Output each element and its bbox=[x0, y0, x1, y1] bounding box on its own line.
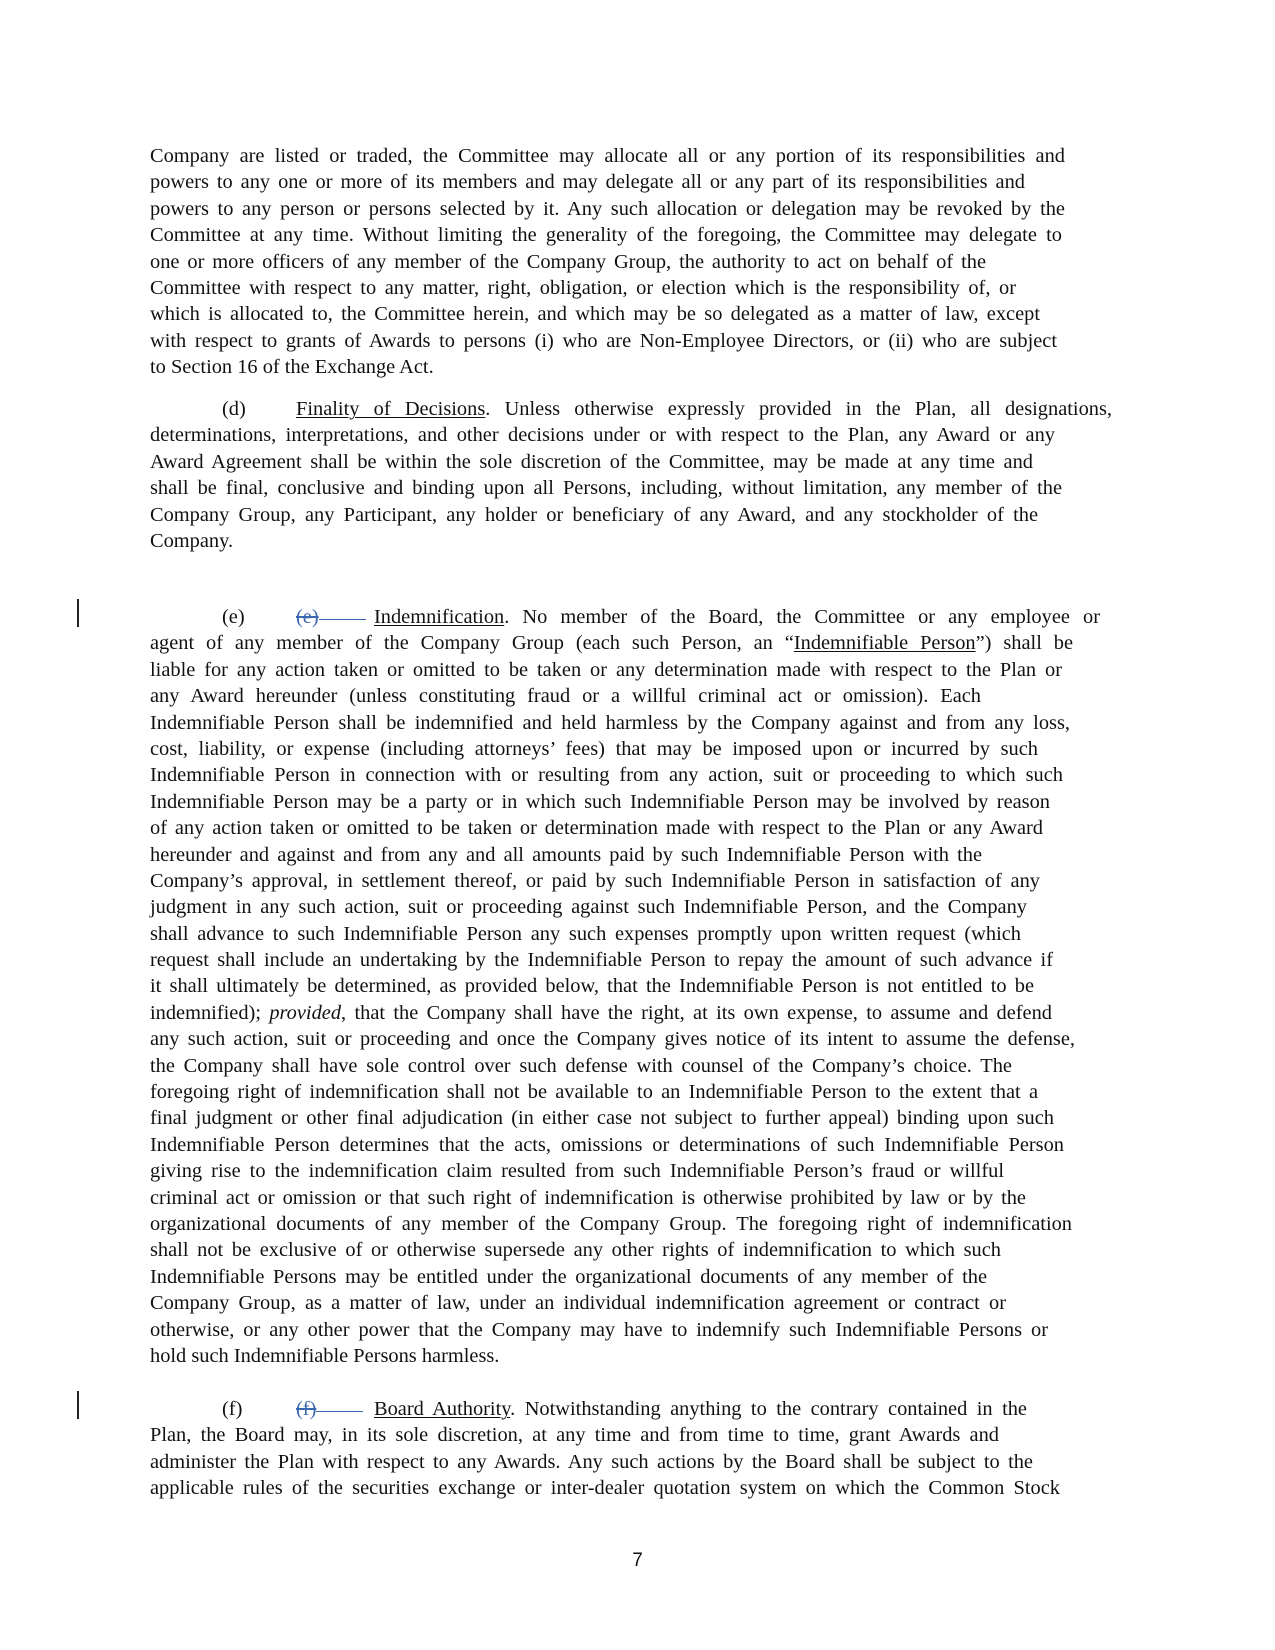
paragraph-e-provided-before: indemnified); bbox=[150, 1001, 270, 1024]
paragraph-d-first-line-rest: . Unless otherwise expressly provided in the Plan, all designations, bbox=[485, 398, 1113, 420]
paragraph-d-line: Company. bbox=[150, 529, 234, 552]
paragraph-e-line: any such action, suit or proceeding and once the Company gives notice of its intent to assume the defense, bbox=[150, 1028, 1075, 1051]
paragraph-e-line: hold such Indemnifiable Persons harmless. bbox=[150, 1344, 500, 1367]
paragraph-d-line: shall be final, conclusive and binding upon all Persons, including, without limitation, any member of the bbox=[150, 477, 1062, 500]
provided-italic: provided bbox=[269, 1001, 342, 1024]
paragraph-e-line: judgment in any such action, suit or proceeding against such Indemnifiable Person, and the Company bbox=[150, 896, 1027, 919]
paragraph-e-line: request shall include an undertaking by the Indemnifiable Person to repay the amount of such advance if bbox=[150, 949, 1053, 972]
paragraph-d-heading: Finality of Decisions bbox=[296, 398, 486, 420]
paragraph-e-line: Indemnifiable Person in connection with or resulting from any action, suit or proceeding to which such bbox=[150, 764, 1063, 787]
paragraph-c-line: powers to any one or more of its members and may delegate all or any part of its responsibilities and bbox=[150, 171, 1025, 194]
deleted-marker-f: (f) bbox=[296, 1398, 317, 1420]
paragraph-e-line bbox=[150, 1000, 1052, 1026]
paragraph-e-line: Indemnifiable Person determines that the acts, omissions or determinations of such Indemnifiable Person bbox=[150, 1133, 1064, 1156]
paragraph-c bbox=[150, 143, 1065, 381]
paragraph-c-line: Company are listed or traded, the Committee may allocate all or any portion of its responsibilities and bbox=[150, 145, 1065, 167]
revision-bar bbox=[77, 1391, 79, 1419]
paragraph-e-line: Indemnifiable Person may be a party or in which such Indemnifiable Person may be involved by reason bbox=[150, 790, 1050, 813]
paragraph-e-provided-after: , that the Company shall have the right, at its own expense, to assume and defend bbox=[341, 1001, 1052, 1024]
paragraph-e-line: liable for any action taken or omitted to be taken or any determination made with respect to the Plan or bbox=[150, 658, 1062, 681]
paragraph-d-label: (d) bbox=[222, 398, 246, 420]
paragraph-e-line2-after: ”) shall be bbox=[975, 632, 1073, 655]
paragraph-f-label: (f) bbox=[222, 1398, 243, 1420]
deleted-marker-e: (e) bbox=[296, 606, 319, 628]
paragraph-f-line: Plan, the Board may, in its sole discretion, at any time and from time to time, grant Awards and bbox=[150, 1424, 999, 1447]
paragraph-e-line: foregoing right of indemnification shall not be available to an Indemnifiable Person to the extent that a bbox=[150, 1081, 1038, 1104]
paragraph-e-label: (e) bbox=[222, 606, 245, 628]
paragraph-e-first-line bbox=[150, 604, 1100, 630]
paragraph-f-line: applicable rules of the securities exchange or inter-dealer quotation system on which the Common Stock bbox=[150, 1477, 1060, 1500]
paragraph-f-first-line-rest: . Notwithstanding anything to the contrary contained in the bbox=[510, 1398, 1027, 1420]
paragraph-c-line: with respect to grants of Awards to persons (i) who are Non-Employee Directors, or (ii) who are subject bbox=[150, 329, 1057, 352]
paragraph-f-line: administer the Plan with respect to any Awards. Any such actions by the Board shall be subject to the bbox=[150, 1450, 1033, 1473]
paragraph-e-line2-before: agent of any member of the Company Group (each such Person, an “ bbox=[150, 632, 794, 655]
indemnifiable-person-term: Indemnifiable Person bbox=[793, 632, 976, 655]
paragraph-e-line: Indemnifiable Persons may be entitled under the organizational documents of any member of the bbox=[150, 1265, 987, 1288]
paragraph-e-first-line-rest: . No member of the Board, the Committee or any employee or bbox=[504, 606, 1100, 628]
paragraph-e-line: Company’s approval, in settlement thereof, or paid by such Indemnifiable Person in satisfaction of any bbox=[150, 869, 1040, 892]
paragraph-f bbox=[150, 1396, 1060, 1502]
page-number: 7 bbox=[632, 1550, 643, 1571]
paragraph-e-line: it shall ultimately be determined, as provided below, that the Indemnifiable Person is not entitled to be bbox=[150, 975, 1034, 998]
paragraph-e-line: giving rise to the indemnification claim resulted from such Indemnifiable Person’s fraud or willful bbox=[150, 1160, 1004, 1183]
paragraph-e-heading: Indemnification bbox=[374, 606, 505, 628]
paragraph-e-line bbox=[150, 630, 1073, 656]
paragraph-c-line: powers to any person or persons selected by it. Any such allocation or delegation may be revoked by the bbox=[150, 197, 1065, 220]
paragraph-d-first-line bbox=[150, 396, 1112, 422]
paragraph-f-first-line bbox=[150, 1396, 1027, 1422]
paragraph-e-line: organizational documents of any member of the Company Group. The foregoing right of indemnification bbox=[150, 1212, 1072, 1235]
deleted-tab-rule bbox=[316, 1411, 363, 1412]
paragraph-e-line: hereunder and against and from any and all amounts paid by such Indemnifiable Person with the bbox=[150, 843, 982, 866]
paragraph-e-line: Indemnifiable Person shall be indemnified and held harmless by the Company against and from any loss, bbox=[150, 711, 1070, 734]
paragraph-e-line: Company Group, as a matter of law, under an individual indemnification agreement or contract or bbox=[150, 1292, 1006, 1315]
paragraph-e-line: the Company shall have sole control over such defense with counsel of the Company’s choice. The bbox=[150, 1054, 1012, 1077]
paragraph-e-line: shall advance to such Indemnifiable Person any such expenses promptly upon written request (which bbox=[150, 922, 1021, 945]
paragraph-e bbox=[150, 604, 1100, 1369]
paragraph-d-line: Award Agreement shall be within the sole discretion of the Committee, may be made at any time and bbox=[150, 450, 1033, 473]
paragraph-d bbox=[150, 396, 1112, 554]
paragraph-d-line: determinations, interpretations, and other decisions under or with respect to the Plan, any Award or any bbox=[150, 424, 1055, 447]
paragraph-e-line: any Award hereunder (unless constituting fraud or a willful criminal act or omission). Each bbox=[150, 685, 981, 708]
paragraph-c-line: Committee with respect to any matter, right, obligation, or election which is the responsibility of, or bbox=[150, 276, 1016, 299]
paragraph-e-line: shall not be exclusive of or otherwise supersede any other rights of indemnification to which such bbox=[150, 1239, 1001, 1262]
paragraph-e-line: criminal act or omission or that such right of indemnification is otherwise prohibited by law or by the bbox=[150, 1186, 1026, 1209]
paragraph-e-line: final judgment or other final adjudication (in either case not subject to further appeal) binding upon such bbox=[150, 1107, 1054, 1130]
paragraph-e-line: cost, liability, or expense (including attorneys’ fees) that may be imposed upon or incurred by such bbox=[150, 737, 1038, 760]
revision-bar bbox=[77, 599, 79, 627]
paragraph-e-line: of any action taken or omitted to be taken or determination made with respect to the Plan or any Award bbox=[150, 817, 1043, 840]
paragraph-c-line: Committee at any time. Without limiting the generality of the foregoing, the Committee may delegate to bbox=[150, 224, 1062, 247]
paragraph-e-line: otherwise, or any other power that the Company may have to indemnify such Indemnifiable Persons or bbox=[150, 1318, 1048, 1341]
deleted-tab-rule bbox=[319, 619, 366, 620]
paragraph-c-line: to Section 16 of the Exchange Act. bbox=[150, 356, 434, 379]
paragraph-c-line: one or more officers of any member of the Company Group, the authority to act on behalf of the bbox=[150, 250, 986, 273]
paragraph-d-line: Company Group, any Participant, any holder or beneficiary of any Award, and any stockholder of the bbox=[150, 503, 1038, 526]
paragraph-f-heading: Board Authority bbox=[374, 1398, 511, 1420]
paragraph-c-line: which is allocated to, the Committee herein, and which may be so delegated as a matter of law, except bbox=[150, 303, 1040, 326]
